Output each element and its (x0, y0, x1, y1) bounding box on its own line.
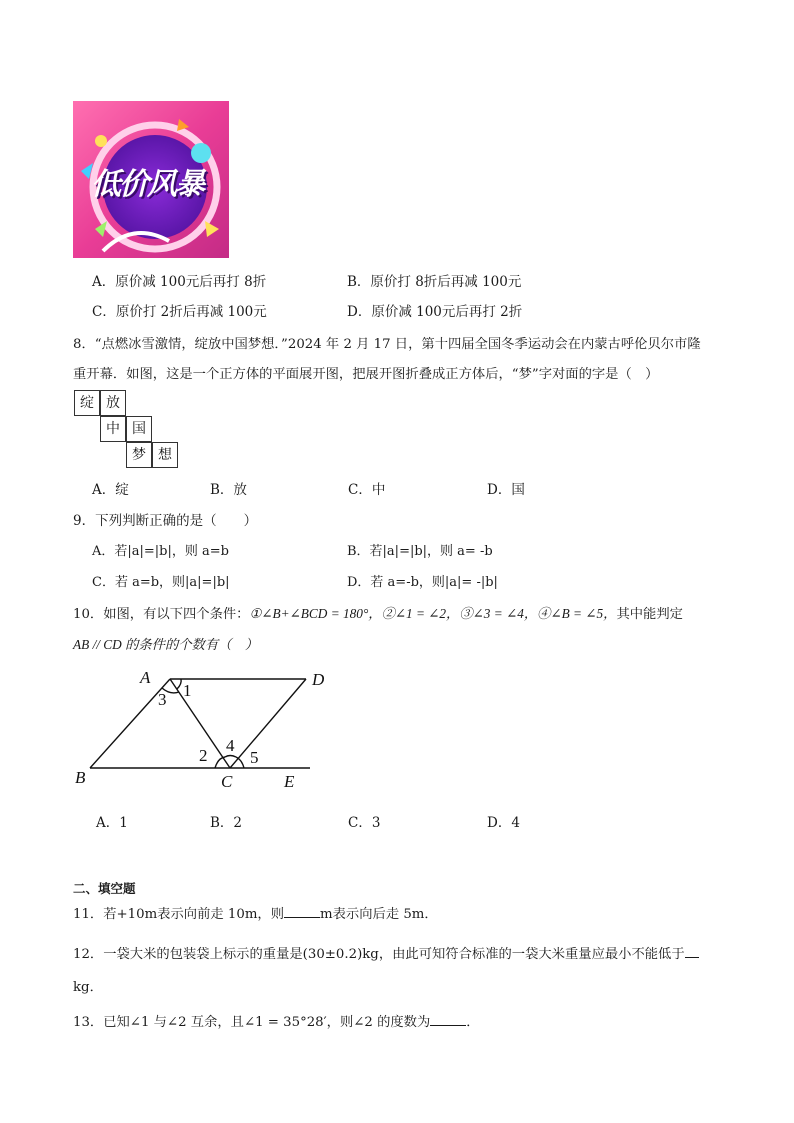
q8-stem-line2: 重开幕．如图，这是一个正方体的平面展开图，把展开图折叠成正方体后，“梦”字对面的字是（ ） (73, 367, 659, 382)
q10-stem-suffix: 其中能判定 (616, 607, 683, 622)
q7-option-a: A．原价减 100元后再打 8折 (92, 274, 267, 290)
q10-stem-line2: AB // CD 的条件的个数有（ ） (73, 637, 259, 652)
net-cell: 梦 (126, 442, 152, 468)
cube-net-figure (74, 390, 184, 470)
q9-option-d: D．若 a=-b，则|a|= -|b| (347, 575, 498, 590)
q10-stem-line1 (73, 603, 683, 622)
q10-option-d: D．4 (487, 815, 520, 831)
q12-stem-line2: kg． (73, 980, 103, 995)
q12-stem-line1 (73, 943, 699, 962)
q12-text-before: 12．一袋大米的包装袋上标示的重量是(30±0.2)kg，由此可知符合标准的一袋大米重量应最小不能低于 (73, 947, 685, 962)
q10-condition-4: ④∠B = ∠5， (537, 606, 617, 621)
q9-stem: 9．下列判断正确的是（ ） (73, 513, 258, 529)
q9-option-b: B．若|a|=|b|，则 a= -b (347, 544, 493, 559)
point-label-e: E (284, 772, 295, 791)
q10-condition-3: ③∠3 = ∠4， (459, 606, 538, 621)
q9-option-c: C．若 a=b，则|a|=|b| (92, 575, 230, 590)
promo-poster-image (73, 101, 229, 258)
q8-option-a: A．绽 (92, 482, 129, 498)
q11-answer-blank[interactable] (284, 905, 320, 918)
q13-text-before: 13．已知∠1 与∠2 互余，且∠1 = 35°28′，则∠2 的度数为 (73, 1015, 431, 1030)
q10-option-b: B．2 (210, 815, 243, 831)
q7-option-b: B．原价打 8折后再减 100元 (347, 274, 522, 290)
q13-text-after: ． (466, 1015, 480, 1030)
q10-condition-1: ①∠B+∠BCD = 180°， (249, 606, 382, 621)
q9-option-a: A．若|a|=|b|，则 a=b (92, 544, 229, 559)
section-title-fill-in: 二、填空题 (73, 881, 136, 896)
angle-label-4: 4 (226, 736, 235, 755)
q12-answer-blank[interactable] (685, 945, 699, 958)
poster-lettering: 低价风暴 (91, 167, 203, 202)
q8-option-d: D．国 (487, 482, 525, 498)
q10-option-c: C．3 (348, 815, 381, 831)
q8-option-c: C．中 (348, 482, 386, 498)
point-label-b: B (75, 768, 86, 787)
q11-stem (73, 903, 438, 922)
q13-answer-blank[interactable] (430, 1013, 466, 1026)
net-cell: 国 (126, 416, 152, 442)
q8-stem-line1: 8．“点燃冰雪激情，绽放中国梦想．”2024 年 2 月 17 日，第十四届全国冬季运动会在内蒙古呼伦贝尔市隆 (73, 337, 701, 352)
angle-label-1: 1 (183, 681, 192, 700)
q11-text-after: m表示向后走 5m． (320, 907, 438, 922)
q7-option-c: C．原价打 2折后再减 100元 (92, 304, 267, 320)
parallel-lines-figure (70, 665, 340, 795)
q13-stem (73, 1011, 480, 1030)
net-cell: 放 (100, 390, 126, 416)
net-cell: 绽 (74, 390, 100, 416)
q10-stem-prefix: 10．如图，有以下四个条件： (73, 607, 250, 622)
point-label-a: A (140, 668, 151, 687)
q7-option-d: D．原价减 100元后再打 2折 (347, 304, 523, 320)
point-label-c: C (221, 772, 233, 791)
net-cell: 中 (100, 416, 126, 442)
q11-text-before: 11．若+10m表示向前走 10m，则 (73, 907, 285, 922)
q10-option-a: A．1 (96, 815, 128, 831)
point-label-d: D (312, 670, 325, 689)
angle-label-3: 3 (158, 690, 167, 709)
angle-label-2: 2 (199, 746, 208, 765)
q10-condition-2: ②∠1 = ∠2， (381, 606, 460, 621)
q8-option-b: B．放 (210, 482, 247, 498)
net-cell: 想 (152, 442, 178, 468)
angle-label-5: 5 (250, 748, 259, 767)
